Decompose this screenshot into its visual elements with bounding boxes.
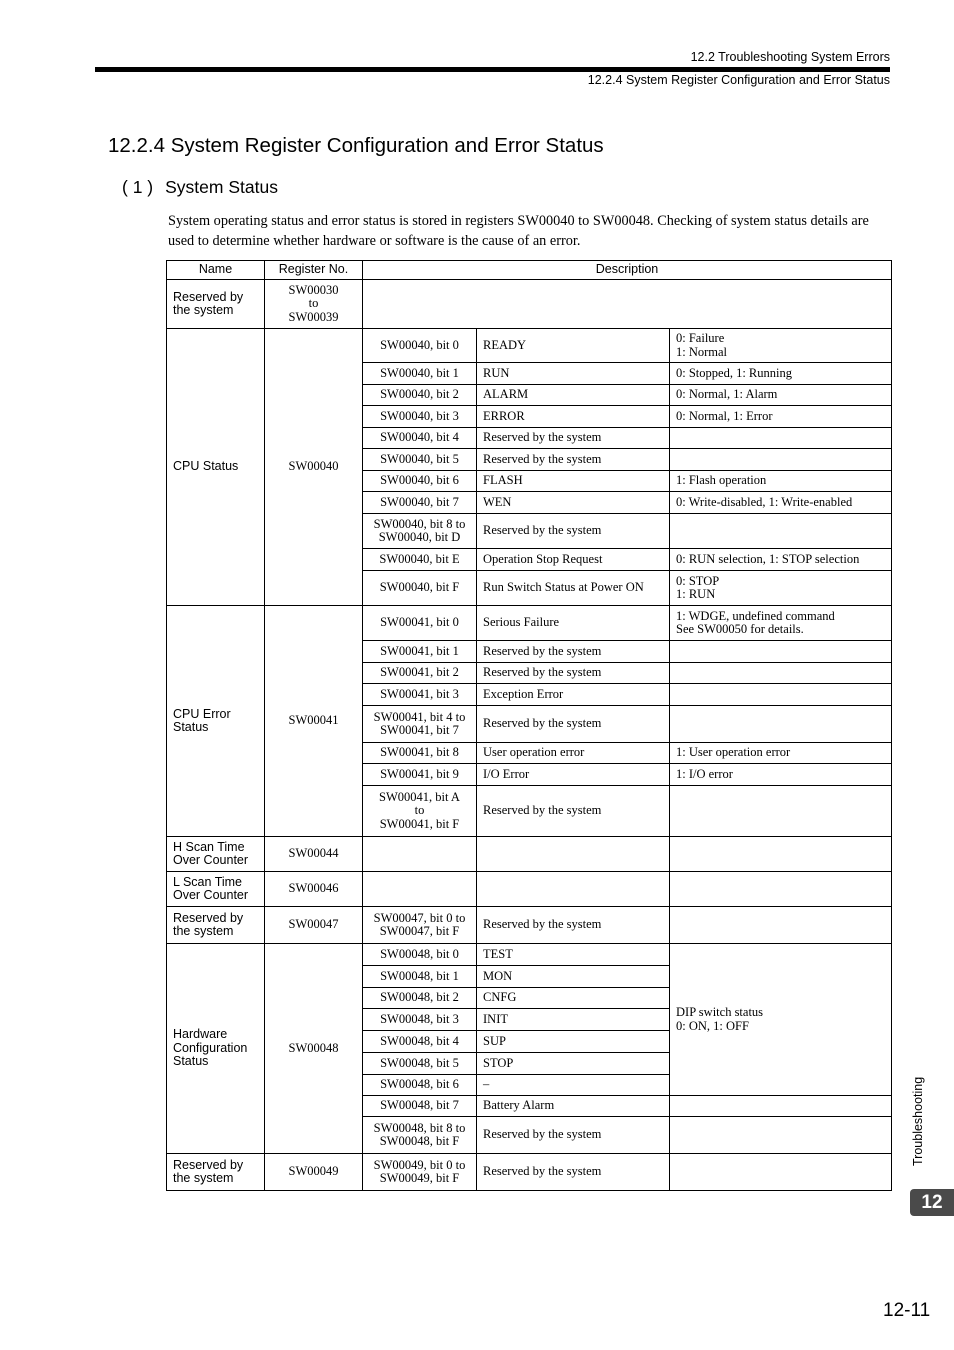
register-number: SW00047 [265, 907, 363, 944]
bit-label: Operation Stop Request [477, 549, 670, 571]
subtitle-number: ( 1 ) [122, 177, 154, 197]
bit-range: SW00041, bit 1 [363, 641, 477, 663]
register-name: L Scan Time Over Counter [167, 872, 265, 907]
bit-value: 0: Normal, 1: Alarm [670, 385, 892, 406]
register-name: CPU Status [167, 329, 265, 606]
register-name: Hardware Configuration Status [167, 944, 265, 1154]
bit-range: SW00041, bit A to SW00041, bit F [363, 786, 477, 837]
table-row [167, 837, 892, 872]
bit-label: Reserved by the system [477, 428, 670, 449]
bit-value: 1: User operation error [670, 743, 892, 764]
bit-range: SW00040, bit 5 [363, 449, 477, 471]
page-title: 12.2.4 System Register Configuration and Error Status [108, 134, 604, 157]
bit-range: SW00049, bit 0 to SW00049, bit F [363, 1154, 477, 1191]
bit-label: INIT [477, 1009, 670, 1031]
table-header-row [167, 261, 892, 280]
bit-value-empty [670, 872, 892, 907]
bit-value [670, 428, 892, 449]
bit-label: Reserved by the system [477, 449, 670, 471]
bit-value-empty [670, 1154, 892, 1191]
table-row [167, 606, 892, 641]
bit-label: ALARM [477, 385, 670, 406]
bit-range: SW00048, bit 8 to SW00048, bit F [363, 1117, 477, 1154]
bit-label: Exception Error [477, 684, 670, 706]
bit-value: 0: Normal, 1: Error [670, 406, 892, 428]
table-row [167, 329, 892, 363]
bit-range: SW00048, bit 7 [363, 1096, 477, 1117]
bit-range: SW00047, bit 0 to SW00047, bit F [363, 907, 477, 944]
bit-label: READY [477, 329, 670, 363]
bit-value [670, 449, 892, 471]
bit-label: Reserved by the system [477, 706, 670, 743]
bit-value: 0: Write-disabled, 1: Write-enabled [670, 492, 892, 514]
bit-range: SW00041, bit 2 [363, 663, 477, 684]
bit-range: SW00040, bit 8 to SW00040, bit D [363, 514, 477, 549]
bit-value: 0: STOP 1: RUN [670, 571, 892, 606]
bit-range: SW00048, bit 2 [363, 988, 477, 1009]
bit-value [670, 684, 892, 706]
bit-label: SUP [477, 1031, 670, 1053]
dip-switch-status: DIP switch status 0: ON, 1: OFF [670, 944, 892, 1096]
subtitle-text: System Status [165, 177, 278, 197]
bit-value-empty [670, 837, 892, 872]
bit-value [670, 641, 892, 663]
bit-range: SW00048, bit 3 [363, 1009, 477, 1031]
bit-label: TEST [477, 944, 670, 966]
bit-value: 0: Stopped, 1: Running [670, 363, 892, 385]
bit-label: RUN [477, 363, 670, 385]
bit-label: Battery Alarm [477, 1096, 670, 1117]
bit-range: SW00048, bit 0 [363, 944, 477, 966]
bit-label-empty [477, 872, 670, 907]
bit-range: SW00040, bit 2 [363, 385, 477, 406]
register-name: Reserved by the system [167, 1154, 265, 1191]
bit-value [670, 514, 892, 549]
register-number: SW00048 [265, 944, 363, 1154]
bit-value [670, 706, 892, 743]
header-description: Description [363, 261, 892, 280]
header-subsection: 12.2.4 System Register Configuration and Error Status [587, 73, 890, 87]
bit-label-empty [477, 837, 670, 872]
bit-range: SW00041, bit 4 to SW00041, bit 7 [363, 706, 477, 743]
header-section: 12.2 Troubleshooting System Errors [690, 50, 890, 64]
page-number: 12-11 [883, 1300, 931, 1321]
chapter-tab: 12 [910, 1189, 954, 1216]
table-row [167, 907, 892, 944]
bit-value: 1: I/O error [670, 764, 892, 786]
table-row [167, 1154, 892, 1191]
bit-range: SW00041, bit 0 [363, 606, 477, 641]
bit-range: SW00040, bit 6 [363, 471, 477, 492]
bit-range: SW00048, bit 1 [363, 966, 477, 988]
bit-range: SW00040, bit E [363, 549, 477, 571]
section-subtitle [122, 177, 278, 198]
bit-range: SW00048, bit 5 [363, 1053, 477, 1075]
bit-range-empty [363, 872, 477, 907]
table-row [167, 280, 892, 329]
bit-label: FLASH [477, 471, 670, 492]
bit-value [670, 786, 892, 837]
bit-value: 1: Flash operation [670, 471, 892, 492]
bit-range: SW00041, bit 9 [363, 764, 477, 786]
side-chapter-label: Troubleshooting [911, 1076, 925, 1166]
bit-value [670, 663, 892, 684]
register-name: CPU Error Status [167, 606, 265, 837]
bit-label: Serious Failure [477, 606, 670, 641]
bit-label: I/O Error [477, 764, 670, 786]
bit-range: SW00040, bit 0 [363, 329, 477, 363]
table-row [167, 872, 892, 907]
header-register: Register No. [265, 261, 363, 280]
bit-label: User operation error [477, 743, 670, 764]
register-number: SW00030 to SW00039 [265, 280, 363, 329]
register-number: SW00040 [265, 329, 363, 606]
bit-label: Reserved by the system [477, 1154, 670, 1191]
register-number: SW00044 [265, 837, 363, 872]
bit-value: 1: WDGE, undefined command See SW00050 for details. [670, 606, 892, 641]
bit-range-empty [363, 837, 477, 872]
register-name: Reserved by the system [167, 907, 265, 944]
bit-value [670, 1096, 892, 1117]
bit-range: SW00048, bit 6 [363, 1075, 477, 1096]
bit-label: Reserved by the system [477, 514, 670, 549]
bit-range: SW00041, bit 8 [363, 743, 477, 764]
header-name: Name [167, 261, 265, 280]
bit-range: SW00048, bit 4 [363, 1031, 477, 1053]
intro-paragraph: System operating status and error status is stored in registers SW00040 to SW00048. Checking of system status details are used to determine whether hardware or software is the cause of an error. [168, 213, 869, 249]
bit-value [670, 1117, 892, 1154]
bit-value: 0: RUN selection, 1: STOP selection [670, 549, 892, 571]
bit-label: ERROR [477, 406, 670, 428]
bit-label: Reserved by the system [477, 663, 670, 684]
table-body [167, 280, 892, 1191]
bit-range: SW00040, bit 7 [363, 492, 477, 514]
register-name: Reserved by the system [167, 280, 265, 329]
bit-label: Reserved by the system [477, 786, 670, 837]
register-number: SW00041 [265, 606, 363, 837]
bit-label: WEN [477, 492, 670, 514]
bit-label: Run Switch Status at Power ON [477, 571, 670, 606]
description-empty [363, 280, 892, 329]
bit-range: SW00040, bit F [363, 571, 477, 606]
bit-value-empty [670, 907, 892, 944]
register-number: SW00046 [265, 872, 363, 907]
bit-label: STOP [477, 1053, 670, 1075]
bit-label: Reserved by the system [477, 1117, 670, 1154]
bit-label: – [477, 1075, 670, 1096]
bit-range: SW00041, bit 3 [363, 684, 477, 706]
bit-label: Reserved by the system [477, 907, 670, 944]
bit-label: Reserved by the system [477, 641, 670, 663]
bit-label: MON [477, 966, 670, 988]
system-status-table [166, 260, 892, 1191]
bit-range: SW00040, bit 1 [363, 363, 477, 385]
register-number: SW00049 [265, 1154, 363, 1191]
bit-range: SW00040, bit 3 [363, 406, 477, 428]
register-name: H Scan Time Over Counter [167, 837, 265, 872]
table-row [167, 944, 892, 966]
header-rule [95, 67, 890, 72]
bit-label: CNFG [477, 988, 670, 1009]
bit-value: 0: Failure 1: Normal [670, 329, 892, 363]
bit-range: SW00040, bit 4 [363, 428, 477, 449]
